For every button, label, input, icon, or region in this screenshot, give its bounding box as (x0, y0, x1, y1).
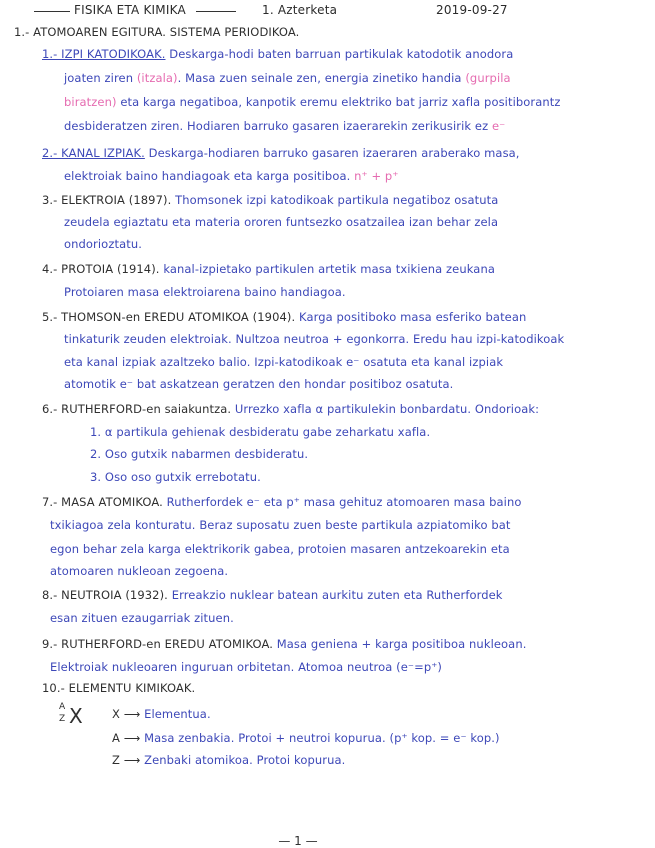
item1-text2b: . Masa zuen seinale zen, energia zinetiko handia (177, 71, 462, 85)
item1-text2a: joaten ziren (64, 71, 134, 85)
item4-text1: kanal-izpietako partikulen artetik masa txikiena zeukana (163, 262, 495, 276)
item4-line1 (42, 261, 495, 277)
item3-text1: Thomsonek izpi katodikoak partikula negatiboz osatuta (175, 193, 499, 207)
item7-line1 (42, 494, 521, 510)
item6-point3: 3. Oso oso gutxik errebotatu. (90, 470, 261, 484)
item4-text2: Protoiaren masa elektroiarena baino handiagoa. (64, 285, 346, 299)
header-subject: FISIKA ETA KIMIKA (74, 3, 186, 17)
item3-heading: 3.- ELEKTROIA (1897). (42, 193, 172, 207)
item2-line1 (42, 145, 520, 161)
def-a-key: A ⟶ (112, 731, 141, 745)
item9-text1: Masa geniena + karga positiboa nukleoan. (276, 637, 527, 651)
item9-line1 (42, 636, 526, 652)
item1-text3: eta karga negatiboa, kanpotik eremu elektriko bat jarriz xafla positiborantz (116, 95, 561, 109)
item6-point2: 2. Oso gutxik nabarmen desbideratu. (90, 447, 309, 461)
item3-text3: ondorioztatu. (64, 237, 142, 251)
item2-text2: elektroiak baino handiagoak eta karga positiboa. (64, 169, 351, 183)
page-header (0, 2, 655, 20)
header-title: 1. Azterketa (262, 3, 338, 17)
item1-line3 (64, 94, 561, 110)
item1-heading: 1.- IZPI KATODIKOAK. (42, 47, 166, 61)
item1-line4 (64, 118, 505, 134)
item8-line1 (42, 587, 503, 603)
def-x-key: X ⟶ (112, 707, 141, 721)
item10-def-x (112, 706, 211, 722)
item3-text2: zeudela egiaztatu eta materia ororen funtsezko osatzailea izan behar zela (64, 215, 499, 229)
item6-text1: Urrezko xafla α partikulekin bonbardatu. Ondorioak: (234, 402, 540, 416)
item10-heading: 10.- ELEMENTU KIMIKOAK. (42, 681, 196, 695)
item7-heading: 7.- MASA ATOMIKOA. (42, 495, 163, 509)
item1-note-shadow: (itzala) (136, 71, 178, 85)
item5-heading: 5.- THOMSON-en EREDU ATOMIKOA (1904). (42, 310, 296, 324)
item6-line1 (42, 401, 539, 417)
item10-def-a (112, 730, 500, 746)
item6-heading: 6.- RUTHERFORD-en saiakuntza. (42, 402, 232, 416)
def-a-text: Masa zenbakia. Protoi + neutroi kopurua. (p⁺ kop. = e⁻ kop.) (144, 731, 500, 745)
item7-text2: txikiagoa zela konturatu. Beraz suposatu zuen beste partikula azpiatomiko bat (50, 518, 511, 532)
mass-number-label: A (59, 702, 66, 712)
item1-text4: desbideratzen ziren. Hodiaren barruko gasaren izaerarekin zerikusirik ez (64, 119, 489, 133)
nuclide-symbol (56, 702, 96, 734)
header-rule-left (34, 11, 70, 12)
item9-heading: 9.- RUTHERFORD-en EREDU ATOMIKOA. (42, 637, 273, 651)
atomic-number-label: Z (59, 714, 66, 724)
item5-text4: atomotik e⁻ bat askatzean geratzen den hondar positiboz osatuta. (64, 377, 454, 391)
item5-text3: eta kanal izpiak azaltzeko balio. Izpi-katodikoak e⁻ osatuta eta kanal izpiak (64, 355, 504, 369)
item1-note-electron: e⁻ (492, 119, 506, 133)
item5-text1: Karga positiboko masa esferiko batean (299, 310, 527, 324)
item1-line2 (64, 70, 511, 86)
item1-line1 (42, 46, 513, 62)
page-number: — 1 — (278, 834, 318, 848)
item7-text4: atomoaren nukleoan zegoena. (50, 564, 229, 578)
section-title: 1.- ATOMOAREN EGITURA. SISTEMA PERIODIKOA. (14, 25, 300, 39)
item2-text1: Deskarga-hodiaren barruko gasaren izaeraren araberako masa, (148, 146, 520, 160)
item1-note-wheel: (gurpila (465, 71, 511, 85)
element-symbol-label: X (69, 704, 83, 728)
item7-text1: Rutherfordek e⁻ eta p⁺ masa gehituz atomoaren masa baino (166, 495, 522, 509)
item1-text1: Deskarga-hodi baten barruan partikulak katodotik anodora (169, 47, 514, 61)
def-x-text: Elementua. (144, 707, 211, 721)
item7-text3: egon behar zela karga elektrikorik gabea, protoien masaren antzekoarekin eta (50, 542, 510, 556)
item8-text1: Erreakzio nuklear batean aurkitu zuten eta Rutherfordek (171, 588, 503, 602)
header-rule-middle (196, 11, 236, 12)
item9-text2: Elektroiak nukleoaren inguruan orbitetan. Atomoa neutroa (e⁻=p⁺) (50, 660, 442, 674)
def-z-text: Zenbaki atomikoa. Protoi kopurua. (144, 753, 346, 767)
item5-text2: tinkaturik zeuden elektroiak. Nultzoa neutroa + egonkorra. Eredu hau izpi-katodikoak (64, 332, 565, 346)
item2-heading: 2.- KANAL IZPIAK. (42, 146, 145, 160)
item6-point1: 1. α partikula gehienak desbideratu gabe zeharkatu xafla. (90, 425, 431, 439)
item5-line1 (42, 309, 526, 325)
item4-heading: 4.- PROTOIA (1914). (42, 262, 160, 276)
item2-line2 (64, 168, 399, 184)
item10-def-z (112, 752, 345, 768)
def-z-key: Z ⟶ (112, 753, 141, 767)
header-date: 2019-09-27 (436, 3, 508, 17)
item8-text2: esan zituen ezaugarriak zituen. (50, 611, 234, 625)
item2-note-particles: n⁺ + p⁺ (354, 169, 399, 183)
item3-line1 (42, 192, 498, 208)
item1-note-wheel-end: biratzen) (64, 95, 117, 109)
item8-heading: 8.- NEUTROIA (1932). (42, 588, 168, 602)
